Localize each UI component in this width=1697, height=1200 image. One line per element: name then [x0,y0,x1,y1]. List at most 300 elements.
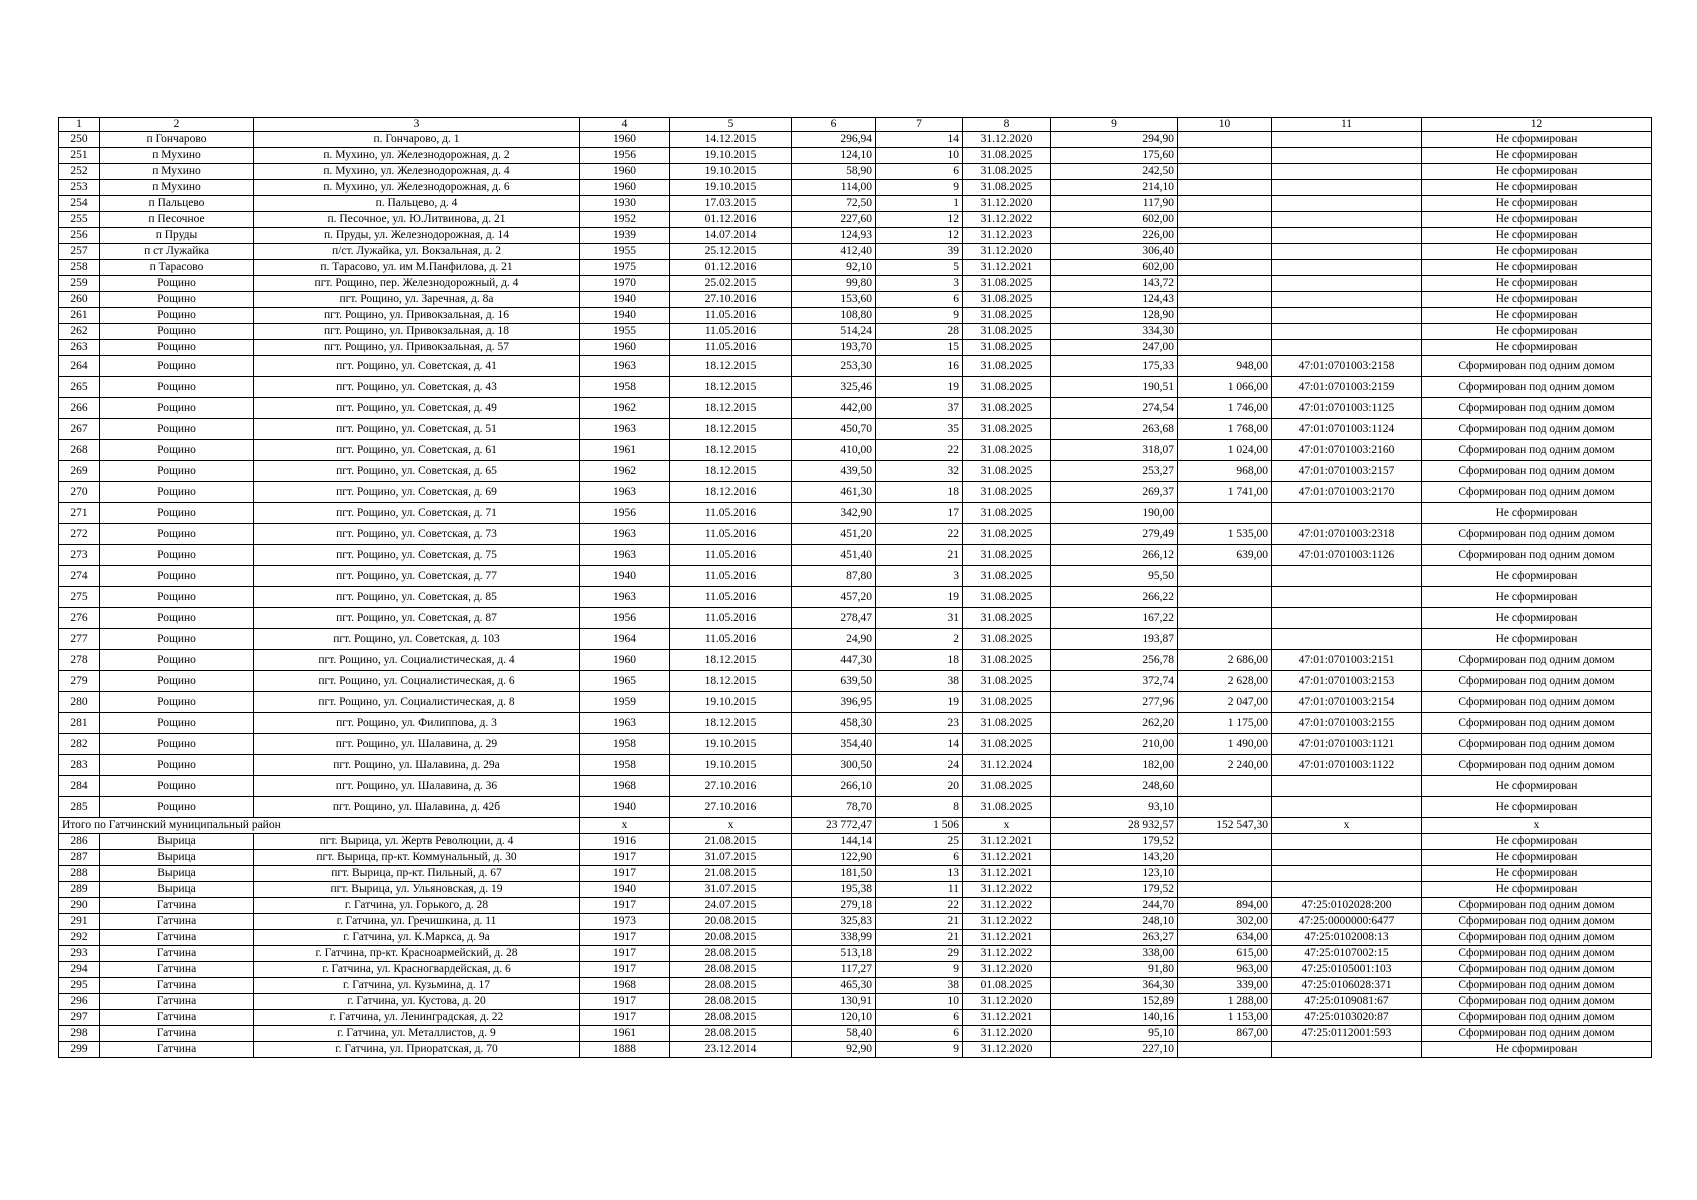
table-row [59,946,1652,962]
total-cell-10: 152 547,30 [1178,818,1272,834]
table-cell-col-9: 117,90 [1051,196,1178,212]
table-cell-col-2: Рощино [100,377,254,398]
table-cell-col-7: 9 [876,308,963,324]
table-cell-col-11 [1272,882,1422,898]
table-cell-col-10 [1178,196,1272,212]
table-cell-col-4: 1973 [580,914,670,930]
table-cell-col-6: 120,10 [792,1010,876,1026]
table-cell-col-9: 91,80 [1051,962,1178,978]
table-cell-col-4: 1963 [580,545,670,566]
table-cell-col-12: Сформирован под одним домом [1422,440,1652,461]
table-cell-col-8: 31.08.2025 [963,419,1051,440]
table-cell-col-12: Не сформирован [1422,866,1652,882]
table-cell-col-11: 47:01:0701003:2155 [1272,713,1422,734]
table-cell-col-4: 1956 [580,503,670,524]
table-cell-col-9: 179,52 [1051,882,1178,898]
table-cell-col-5: 18.12.2015 [670,398,792,419]
table-cell-col-10 [1178,148,1272,164]
table-cell-col-5: 27.10.2016 [670,776,792,797]
table-cell-col-5: 18.12.2015 [670,461,792,482]
table-cell-col-11 [1272,340,1422,356]
table-cell-col-12: Сформирован под одним домом [1422,671,1652,692]
table-cell-col-6: 439,50 [792,461,876,482]
table-cell-col-7: 10 [876,994,963,1010]
table-cell-col-3: пгт. Рощино, ул. Советская, д. 73 [254,524,580,545]
table-cell-col-2: п Пруды [100,228,254,244]
table-cell-col-11 [1272,132,1422,148]
table-cell-col-5: 01.12.2016 [670,212,792,228]
table-cell-col-4: 1917 [580,866,670,882]
table-cell-col-9: 256,78 [1051,650,1178,671]
table-row [59,545,1652,566]
table-cell-col-11: 47:25:0102008:13 [1272,930,1422,946]
table-cell-col-12: Сформирован под одним домом [1422,377,1652,398]
table-cell-col-8: 31.08.2025 [963,398,1051,419]
table-cell-col-9: 266,22 [1051,587,1178,608]
table-cell-col-11: 47:25:0102028:200 [1272,898,1422,914]
table-cell-col-8: 31.08.2025 [963,524,1051,545]
table-cell-col-3: г. Гатчина, ул. К.Маркса, д. 9а [254,930,580,946]
table-cell-col-4: 1960 [580,132,670,148]
table-cell-col-4: 1917 [580,994,670,1010]
table-cell-col-7: 37 [876,398,963,419]
table-cell-col-12: Сформирован под одним домом [1422,419,1652,440]
table-cell-col-12: Не сформирован [1422,244,1652,260]
table-cell-col-10 [1178,629,1272,650]
table-cell-col-3: пгт. Рощино, ул. Советская, д. 103 [254,629,580,650]
table-cell-col-6: 92,90 [792,1042,876,1058]
table-cell-col-1: 298 [59,1026,100,1042]
table-cell-col-2: Гатчина [100,978,254,994]
table-cell-col-5: 18.12.2015 [670,713,792,734]
table-cell-col-11: 47:01:0701003:2158 [1272,356,1422,377]
table-cell-col-11: 47:01:0701003:1125 [1272,398,1422,419]
table-cell-col-4: 1956 [580,148,670,164]
header-cell-2: 2 [100,118,254,132]
table-cell-col-8: 31.12.2020 [963,244,1051,260]
table-cell-col-5: 11.05.2016 [670,587,792,608]
table-row [59,671,1652,692]
table-cell-col-11 [1272,308,1422,324]
table-cell-col-4: 1963 [580,419,670,440]
total-cell-6: 23 772,47 [792,818,876,834]
table-row [59,398,1652,419]
table-cell-col-9: 123,10 [1051,866,1178,882]
table-cell-col-4: 1940 [580,797,670,818]
table-cell-col-6: 153,60 [792,292,876,308]
table-cell-col-7: 22 [876,524,963,545]
table-cell-col-1: 274 [59,566,100,587]
table-cell-col-12: Не сформирован [1422,797,1652,818]
table-cell-col-12: Не сформирован [1422,292,1652,308]
table-cell-col-9: 175,33 [1051,356,1178,377]
table-cell-col-8: 31.08.2025 [963,713,1051,734]
table-cell-col-9: 190,00 [1051,503,1178,524]
table-cell-col-1: 250 [59,132,100,148]
table-body [59,118,1652,1058]
table-cell-col-1: 258 [59,260,100,276]
table-cell-col-6: 124,10 [792,148,876,164]
table-cell-col-3: пгт. Рощино, ул. Советская, д. 61 [254,440,580,461]
table-cell-col-1: 254 [59,196,100,212]
table-cell-col-2: п Мухино [100,180,254,196]
table-cell-col-1: 285 [59,797,100,818]
table-cell-col-3: пгт. Вырица, пр-кт. Пильный, д. 67 [254,866,580,882]
table-cell-col-11: 47:25:0109081:67 [1272,994,1422,1010]
table-cell-col-2: п Гончарово [100,132,254,148]
table-cell-col-4: 1939 [580,228,670,244]
table-row [59,503,1652,524]
table-cell-col-2: Рощино [100,566,254,587]
table-cell-col-8: 31.08.2025 [963,377,1051,398]
table-cell-col-1: 297 [59,1010,100,1026]
table-cell-col-8: 31.08.2025 [963,276,1051,292]
table-cell-col-3: п. Тарасово, ул. им М.Панфилова, д. 21 [254,260,580,276]
table-row [59,461,1652,482]
table-cell-col-4: 1917 [580,898,670,914]
table-cell-col-4: 1970 [580,276,670,292]
table-cell-col-10 [1178,276,1272,292]
table-cell-col-8: 31.12.2020 [963,1042,1051,1058]
table-cell-col-9: 95,10 [1051,1026,1178,1042]
table-cell-col-2: Рощино [100,755,254,776]
table-cell-col-1: 283 [59,755,100,776]
table-cell-col-2: Рощино [100,524,254,545]
table-cell-col-6: 354,40 [792,734,876,755]
table-cell-col-12: Не сформирован [1422,850,1652,866]
table-row [59,882,1652,898]
table-cell-col-6: 300,50 [792,755,876,776]
table-cell-col-12: Не сформирован [1422,324,1652,340]
housing-register-table [58,117,1652,1058]
table-cell-col-8: 31.12.2020 [963,132,1051,148]
table-cell-col-7: 3 [876,276,963,292]
table-cell-col-4: 1916 [580,834,670,850]
table-cell-col-8: 01.08.2025 [963,978,1051,994]
table-cell-col-10 [1178,308,1272,324]
table-cell-col-9: 602,00 [1051,260,1178,276]
table-row [59,914,1652,930]
table-cell-col-3: пгт. Вырица, пр-кт. Коммунальный, д. 30 [254,850,580,866]
table-cell-col-6: 87,80 [792,566,876,587]
table-cell-col-3: пгт. Рощино, ул. Советская, д. 85 [254,587,580,608]
table-cell-col-12: Не сформирован [1422,1042,1652,1058]
table-cell-col-9: 248,60 [1051,776,1178,797]
table-cell-col-1: 255 [59,212,100,228]
table-cell-col-12: Сформирован под одним домом [1422,356,1652,377]
table-cell-col-1: 268 [59,440,100,461]
table-cell-col-10: 615,00 [1178,946,1272,962]
table-cell-col-8: 31.12.2022 [963,914,1051,930]
table-cell-col-2: Рощино [100,797,254,818]
table-cell-col-7: 38 [876,671,963,692]
table-cell-col-12: Сформирован под одним домом [1422,978,1652,994]
table-cell-col-5: 18.12.2015 [670,440,792,461]
table-cell-col-8: 31.12.2022 [963,212,1051,228]
table-row [59,978,1652,994]
table-cell-col-10: 948,00 [1178,356,1272,377]
table-cell-col-2: Рощино [100,398,254,419]
column-number-header [59,118,1652,132]
table-cell-col-10: 1 288,00 [1178,994,1272,1010]
table-cell-col-7: 15 [876,340,963,356]
table-cell-col-7: 19 [876,587,963,608]
table-cell-col-10 [1178,180,1272,196]
table-cell-col-3: пгт. Рощино, ул. Советская, д. 71 [254,503,580,524]
table-cell-col-1: 264 [59,356,100,377]
table-cell-col-10: 2 686,00 [1178,650,1272,671]
table-cell-col-1: 279 [59,671,100,692]
table-cell-col-12: Не сформирован [1422,148,1652,164]
table-cell-col-2: Рощино [100,776,254,797]
table-cell-col-11 [1272,850,1422,866]
table-row [59,734,1652,755]
table-row [59,356,1652,377]
table-row [59,482,1652,503]
table-cell-col-10: 302,00 [1178,914,1272,930]
table-cell-col-2: Вырица [100,866,254,882]
table-cell-col-9: 266,12 [1051,545,1178,566]
table-row [59,866,1652,882]
table-cell-col-10: 867,00 [1178,1026,1272,1042]
table-cell-col-3: пгт. Рощино, ул. Шалавина, д. 29а [254,755,580,776]
table-cell-col-2: п Тарасово [100,260,254,276]
table-cell-col-2: Рощино [100,440,254,461]
table-cell-col-8: 31.08.2025 [963,164,1051,180]
table-cell-col-7: 32 [876,461,963,482]
table-cell-col-10: 1 741,00 [1178,482,1272,503]
table-cell-col-9: 152,89 [1051,994,1178,1010]
table-cell-col-5: 21.08.2015 [670,834,792,850]
table-cell-col-11: 47:25:0105001:103 [1272,962,1422,978]
table-cell-col-1: 294 [59,962,100,978]
table-cell-col-10 [1178,132,1272,148]
table-cell-col-4: 1968 [580,776,670,797]
table-cell-col-1: 269 [59,461,100,482]
header-cell-9: 9 [1051,118,1178,132]
table-cell-col-3: пгт. Рощино, ул. Советская, д. 51 [254,419,580,440]
table-cell-col-9: 190,51 [1051,377,1178,398]
table-cell-col-9: 364,30 [1051,978,1178,994]
table-cell-col-9: 263,27 [1051,930,1178,946]
table-cell-col-10: 894,00 [1178,898,1272,914]
table-cell-col-2: Рощино [100,587,254,608]
table-cell-col-12: Сформирован под одним домом [1422,524,1652,545]
table-cell-col-5: 14.12.2015 [670,132,792,148]
table-cell-col-6: 253,30 [792,356,876,377]
table-row [59,755,1652,776]
table-cell-col-10 [1178,324,1272,340]
table-cell-col-10: 2 047,00 [1178,692,1272,713]
table-cell-col-6: 457,20 [792,587,876,608]
table-cell-col-2: Рощино [100,629,254,650]
table-cell-col-9: 602,00 [1051,212,1178,228]
table-cell-col-2: Рощино [100,461,254,482]
table-cell-col-8: 31.08.2025 [963,629,1051,650]
table-cell-col-3: пгт. Рощино, ул. Шалавина, д. 36 [254,776,580,797]
table-cell-col-1: 288 [59,866,100,882]
table-cell-col-12: Не сформирован [1422,340,1652,356]
table-cell-col-1: 251 [59,148,100,164]
table-row [59,776,1652,797]
table-cell-col-1: 276 [59,608,100,629]
table-cell-col-1: 265 [59,377,100,398]
table-cell-col-3: пгт. Вырица, ул. Жертв Революции, д. 4 [254,834,580,850]
table-cell-col-6: 24,90 [792,629,876,650]
table-cell-col-8: 31.12.2021 [963,260,1051,276]
table-cell-col-12: Не сформирован [1422,180,1652,196]
table-cell-col-6: 412,40 [792,244,876,260]
table-row [59,713,1652,734]
table-cell-col-6: 99,80 [792,276,876,292]
table-cell-col-3: пгт. Рощино, ул. Шалавина, д. 29 [254,734,580,755]
table-cell-col-8: 31.08.2025 [963,340,1051,356]
table-row [59,419,1652,440]
table-cell-col-9: 143,20 [1051,850,1178,866]
table-cell-col-10 [1178,866,1272,882]
table-cell-col-1: 275 [59,587,100,608]
table-cell-col-11 [1272,180,1422,196]
table-cell-col-5: 18.12.2015 [670,356,792,377]
header-cell-12: 12 [1422,118,1652,132]
table-cell-col-2: Гатчина [100,1010,254,1026]
table-cell-col-10 [1178,228,1272,244]
table-cell-col-5: 11.05.2016 [670,629,792,650]
table-cell-col-3: пгт. Рощино, ул. Советская, д. 69 [254,482,580,503]
table-cell-col-7: 2 [876,629,963,650]
table-cell-col-8: 31.12.2020 [963,196,1051,212]
table-row [59,440,1652,461]
table-cell-col-5: 27.10.2016 [670,797,792,818]
table-cell-col-9: 269,37 [1051,482,1178,503]
table-cell-col-12: Не сформирован [1422,776,1652,797]
table-cell-col-8: 31.08.2025 [963,292,1051,308]
table-cell-col-12: Не сформирован [1422,260,1652,276]
table-cell-col-8: 31.12.2022 [963,898,1051,914]
table-cell-col-7: 6 [876,1026,963,1042]
table-row [59,292,1652,308]
table-cell-col-5: 11.05.2016 [670,340,792,356]
table-cell-col-3: г. Гатчина, ул. Горького, д. 28 [254,898,580,914]
header-cell-6: 6 [792,118,876,132]
table-cell-col-2: Гатчина [100,1042,254,1058]
table-cell-col-11 [1272,244,1422,260]
table-cell-col-9: 244,70 [1051,898,1178,914]
table-cell-col-12: Сформирован под одним домом [1422,650,1652,671]
table-cell-col-4: 1958 [580,734,670,755]
table-cell-col-6: 342,90 [792,503,876,524]
table-cell-col-7: 6 [876,1010,963,1026]
table-cell-col-2: Гатчина [100,930,254,946]
table-cell-col-3: пгт. Рощино, ул. Заречная, д. 8а [254,292,580,308]
table-cell-col-1: 295 [59,978,100,994]
table-cell-col-6: 447,30 [792,650,876,671]
table-cell-col-6: 227,60 [792,212,876,228]
table-cell-col-8: 31.08.2025 [963,566,1051,587]
table-cell-col-1: 262 [59,324,100,340]
table-cell-col-8: 31.12.2024 [963,755,1051,776]
table-cell-col-5: 20.08.2015 [670,914,792,930]
table-row [59,994,1652,1010]
table-cell-col-5: 18.12.2015 [670,419,792,440]
table-cell-col-1: 299 [59,1042,100,1058]
table-cell-col-2: Гатчина [100,946,254,962]
table-cell-col-11 [1272,324,1422,340]
table-cell-col-3: пгт. Рощино, ул. Советская, д. 43 [254,377,580,398]
table-cell-col-4: 1917 [580,930,670,946]
table-cell-col-4: 1963 [580,713,670,734]
table-cell-col-8: 31.12.2022 [963,882,1051,898]
table-cell-col-2: Рощино [100,356,254,377]
table-cell-col-7: 22 [876,898,963,914]
table-cell-col-11: 47:01:0701003:2154 [1272,692,1422,713]
table-cell-col-9: 253,27 [1051,461,1178,482]
table-cell-col-12: Не сформирован [1422,132,1652,148]
total-cell-11: x [1272,818,1422,834]
table-cell-col-4: 1962 [580,398,670,419]
table-cell-col-5: 28.08.2015 [670,1026,792,1042]
total-cell-4: x [580,818,670,834]
table-cell-col-6: 338,99 [792,930,876,946]
table-cell-col-2: Рощино [100,692,254,713]
table-cell-col-7: 29 [876,946,963,962]
table-cell-col-12: Не сформирован [1422,228,1652,244]
table-cell-col-10: 963,00 [1178,962,1272,978]
table-cell-col-10 [1178,164,1272,180]
table-cell-col-8: 31.08.2025 [963,734,1051,755]
table-cell-col-1: 290 [59,898,100,914]
table-cell-col-7: 14 [876,734,963,755]
table-cell-col-6: 114,00 [792,180,876,196]
table-cell-col-4: 1964 [580,629,670,650]
table-cell-col-7: 21 [876,545,963,566]
table-cell-col-4: 1960 [580,180,670,196]
table-cell-col-3: п/ст. Лужайка, ул. Вокзальная, д. 2 [254,244,580,260]
table-cell-col-2: Вырица [100,850,254,866]
table-cell-col-10: 1 768,00 [1178,419,1272,440]
table-cell-col-7: 9 [876,962,963,978]
table-cell-col-3: пгт. Рощино, ул. Социалистическая, д. 6 [254,671,580,692]
table-cell-col-5: 11.05.2016 [670,524,792,545]
table-cell-col-2: Вырица [100,834,254,850]
table-cell-col-3: пгт. Рощино, ул. Советская, д. 49 [254,398,580,419]
table-cell-col-2: Рощино [100,276,254,292]
table-cell-col-3: пгт. Рощино, ул. Советская, д. 77 [254,566,580,587]
table-cell-col-2: Рощино [100,503,254,524]
table-cell-col-6: 58,90 [792,164,876,180]
table-cell-col-11 [1272,292,1422,308]
table-cell-col-11 [1272,776,1422,797]
table-cell-col-12: Не сформирован [1422,196,1652,212]
table-cell-col-6: 92,10 [792,260,876,276]
table-cell-col-2: Рощино [100,340,254,356]
table-cell-col-8: 31.08.2025 [963,356,1051,377]
table-cell-col-8: 31.12.2021 [963,866,1051,882]
table-cell-col-1: 260 [59,292,100,308]
table-cell-col-1: 253 [59,180,100,196]
table-cell-col-9: 247,00 [1051,340,1178,356]
table-cell-col-9: 227,10 [1051,1042,1178,1058]
table-cell-col-11: 47:01:0701003:1124 [1272,419,1422,440]
table-cell-col-10 [1178,850,1272,866]
table-row [59,212,1652,228]
table-cell-col-2: п Пальцево [100,196,254,212]
table-cell-col-1: 282 [59,734,100,755]
table-cell-col-1: 289 [59,882,100,898]
table-cell-col-3: пгт. Рощино, ул. Советская, д. 87 [254,608,580,629]
table-cell-col-7: 35 [876,419,963,440]
table-cell-col-2: п Мухино [100,148,254,164]
